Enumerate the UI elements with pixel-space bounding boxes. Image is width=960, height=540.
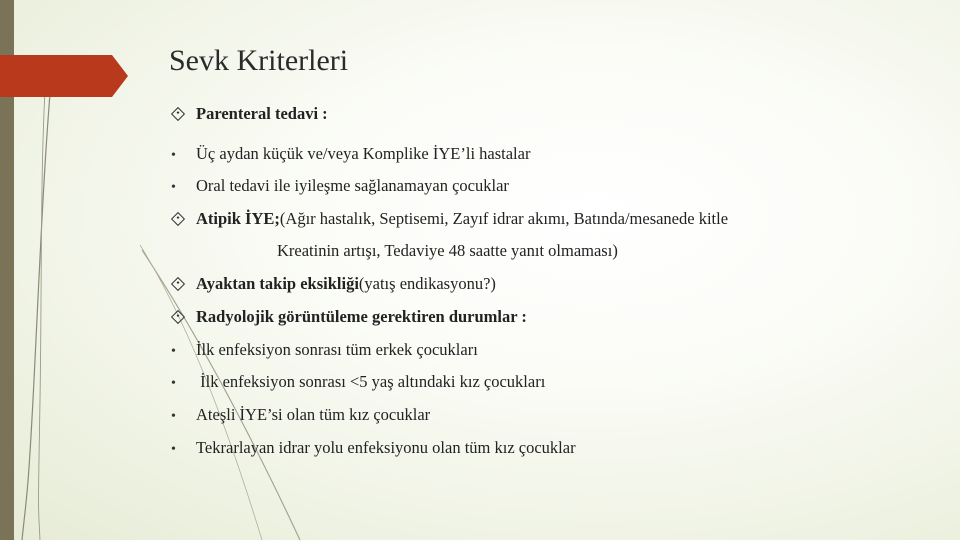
list-item-text: (Ağır hastalık, Septisemi, Zayıf idrar akımı, Batında/mesanede kitle	[279, 209, 729, 228]
list-item	[170, 104, 328, 124]
list-item	[170, 438, 576, 458]
list-item-bold: Parenteral tedavi :	[196, 104, 328, 123]
slide-title: Sevk Kriterleri	[169, 44, 349, 77]
list-item-text: İlk enfeksiyon sonrası <5 yaş altındaki kız çocukları	[196, 372, 546, 391]
round-bullet-icon: •	[171, 148, 176, 163]
list-item-text: Oral tedavi ile iyileşme sağlanamayan çocuklar	[196, 176, 509, 195]
list-item	[170, 144, 530, 164]
round-bullet-icon: •	[171, 344, 176, 359]
round-bullet-icon: •	[171, 180, 176, 195]
list-item	[170, 340, 478, 360]
list-item-bold: Ayaktan takip eksikliği	[196, 274, 359, 293]
list-item-text: Ateşli İYE’si olan tüm kız çocuklar	[196, 405, 431, 424]
list-item-continuation: Kreatinin artışı, Tedaviye 48 saatte yanıt olmaması)	[277, 241, 618, 260]
diamond-bullet-icon	[171, 107, 185, 121]
list-item-text: Üç aydan küçük ve/veya Komplike İYE’li hastalar	[196, 144, 531, 163]
list-item	[170, 307, 527, 327]
list-item-text: İlk enfeksiyon sonrası tüm erkek çocukları	[196, 340, 478, 359]
list-item-text: (yatış endikasyonu?)	[358, 274, 496, 293]
diamond-bullet-icon	[171, 212, 185, 226]
list-item-bold: Radyolojik görüntüleme gerektiren durumlar :	[196, 307, 527, 326]
round-bullet-icon: •	[171, 376, 176, 391]
diamond-bullet-icon	[171, 310, 185, 324]
round-bullet-icon: •	[171, 442, 176, 457]
list-item-text: Tekrarlayan idrar yolu enfeksiyonu olan tüm kız çocuklar	[196, 438, 576, 457]
list-item	[170, 372, 545, 392]
list-item	[170, 274, 496, 294]
list-item	[170, 176, 509, 196]
accent-tab	[0, 55, 128, 97]
list-item-bold: Atipik İYE;	[196, 209, 280, 228]
diamond-bullet-icon	[171, 277, 185, 291]
list-item	[170, 405, 430, 425]
round-bullet-icon: •	[171, 409, 176, 424]
list-item	[170, 209, 728, 229]
